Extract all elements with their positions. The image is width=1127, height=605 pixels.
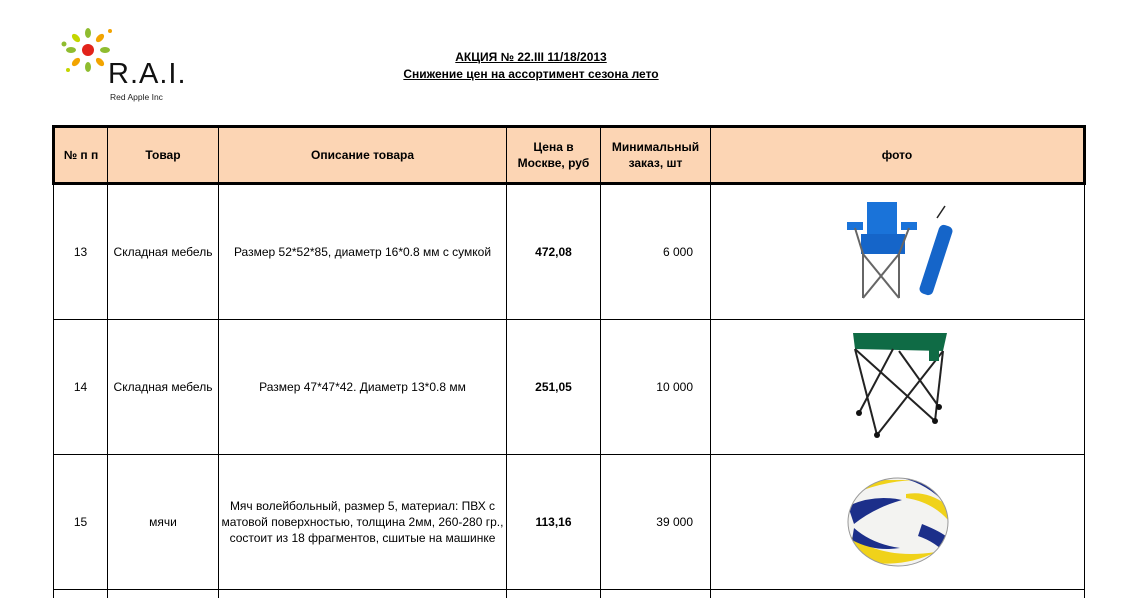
cell-photo [711, 184, 1085, 320]
cell-price: 113,16 [507, 455, 601, 590]
product-table [52, 125, 1086, 598]
volleyball-photo [844, 476, 952, 568]
table-header-row [54, 127, 1085, 184]
promo-title: АКЦИЯ № 22.III 11/18/2013 [455, 50, 607, 64]
company-logo [58, 28, 206, 106]
col-header-min-line1: Минимальный [611, 140, 700, 154]
table-row [54, 184, 1085, 320]
cell-description: Мяч волейбольный, размер 5, материал: ПВХ с матовой поверхностью, толщина 2мм, 260-280 гр., состоит из 18 фрагментов, сшитые на машинке [219, 455, 507, 590]
cell-min-order: 39 000 [601, 455, 711, 590]
cell-photo [711, 320, 1085, 455]
col-header-product: Товар [108, 127, 219, 184]
col-header-min-line2: заказ, шт [628, 156, 683, 170]
cell-price: 251,05 [507, 320, 601, 455]
table-row [54, 320, 1085, 455]
cell-min-order: 10 000 [601, 320, 711, 455]
logo-tagline: Red Apple Inc [110, 92, 163, 102]
cell-product: Складная мебель [108, 320, 219, 455]
col-header-price [507, 127, 601, 184]
cell-min-order: 6 000 [601, 184, 711, 320]
col-header-price-line1: Цена в [533, 140, 574, 154]
col-header-description: Описание товара [219, 127, 507, 184]
cell-num: 14 [54, 320, 108, 455]
col-header-num: № п п [54, 127, 108, 184]
col-header-price-line2: Москве, руб [517, 156, 590, 170]
col-header-min-order [601, 127, 711, 184]
cell-product: мячи [108, 455, 219, 590]
cell-price: 472,08 [507, 184, 601, 320]
cell-num: 13 [54, 184, 108, 320]
folding-chair-photo [833, 196, 963, 308]
cell-photo [711, 455, 1085, 590]
table-row-partial [54, 590, 1085, 599]
cell-product: Складная мебель [108, 184, 219, 320]
logo-wordmark: R.A.I. [108, 58, 187, 90]
table-row [54, 455, 1085, 590]
cell-description: Размер 52*52*85, диаметр 16*0.8 мм с сумкой [219, 184, 507, 320]
cell-num: 15 [54, 455, 108, 590]
promo-subtitle: Снижение цен на ассортимент сезона лето [403, 67, 659, 81]
col-header-photo: фото [711, 127, 1085, 184]
cell-description: Размер 47*47*42. Диаметр 13*0.8 мм [219, 320, 507, 455]
folding-table-photo [843, 329, 953, 445]
